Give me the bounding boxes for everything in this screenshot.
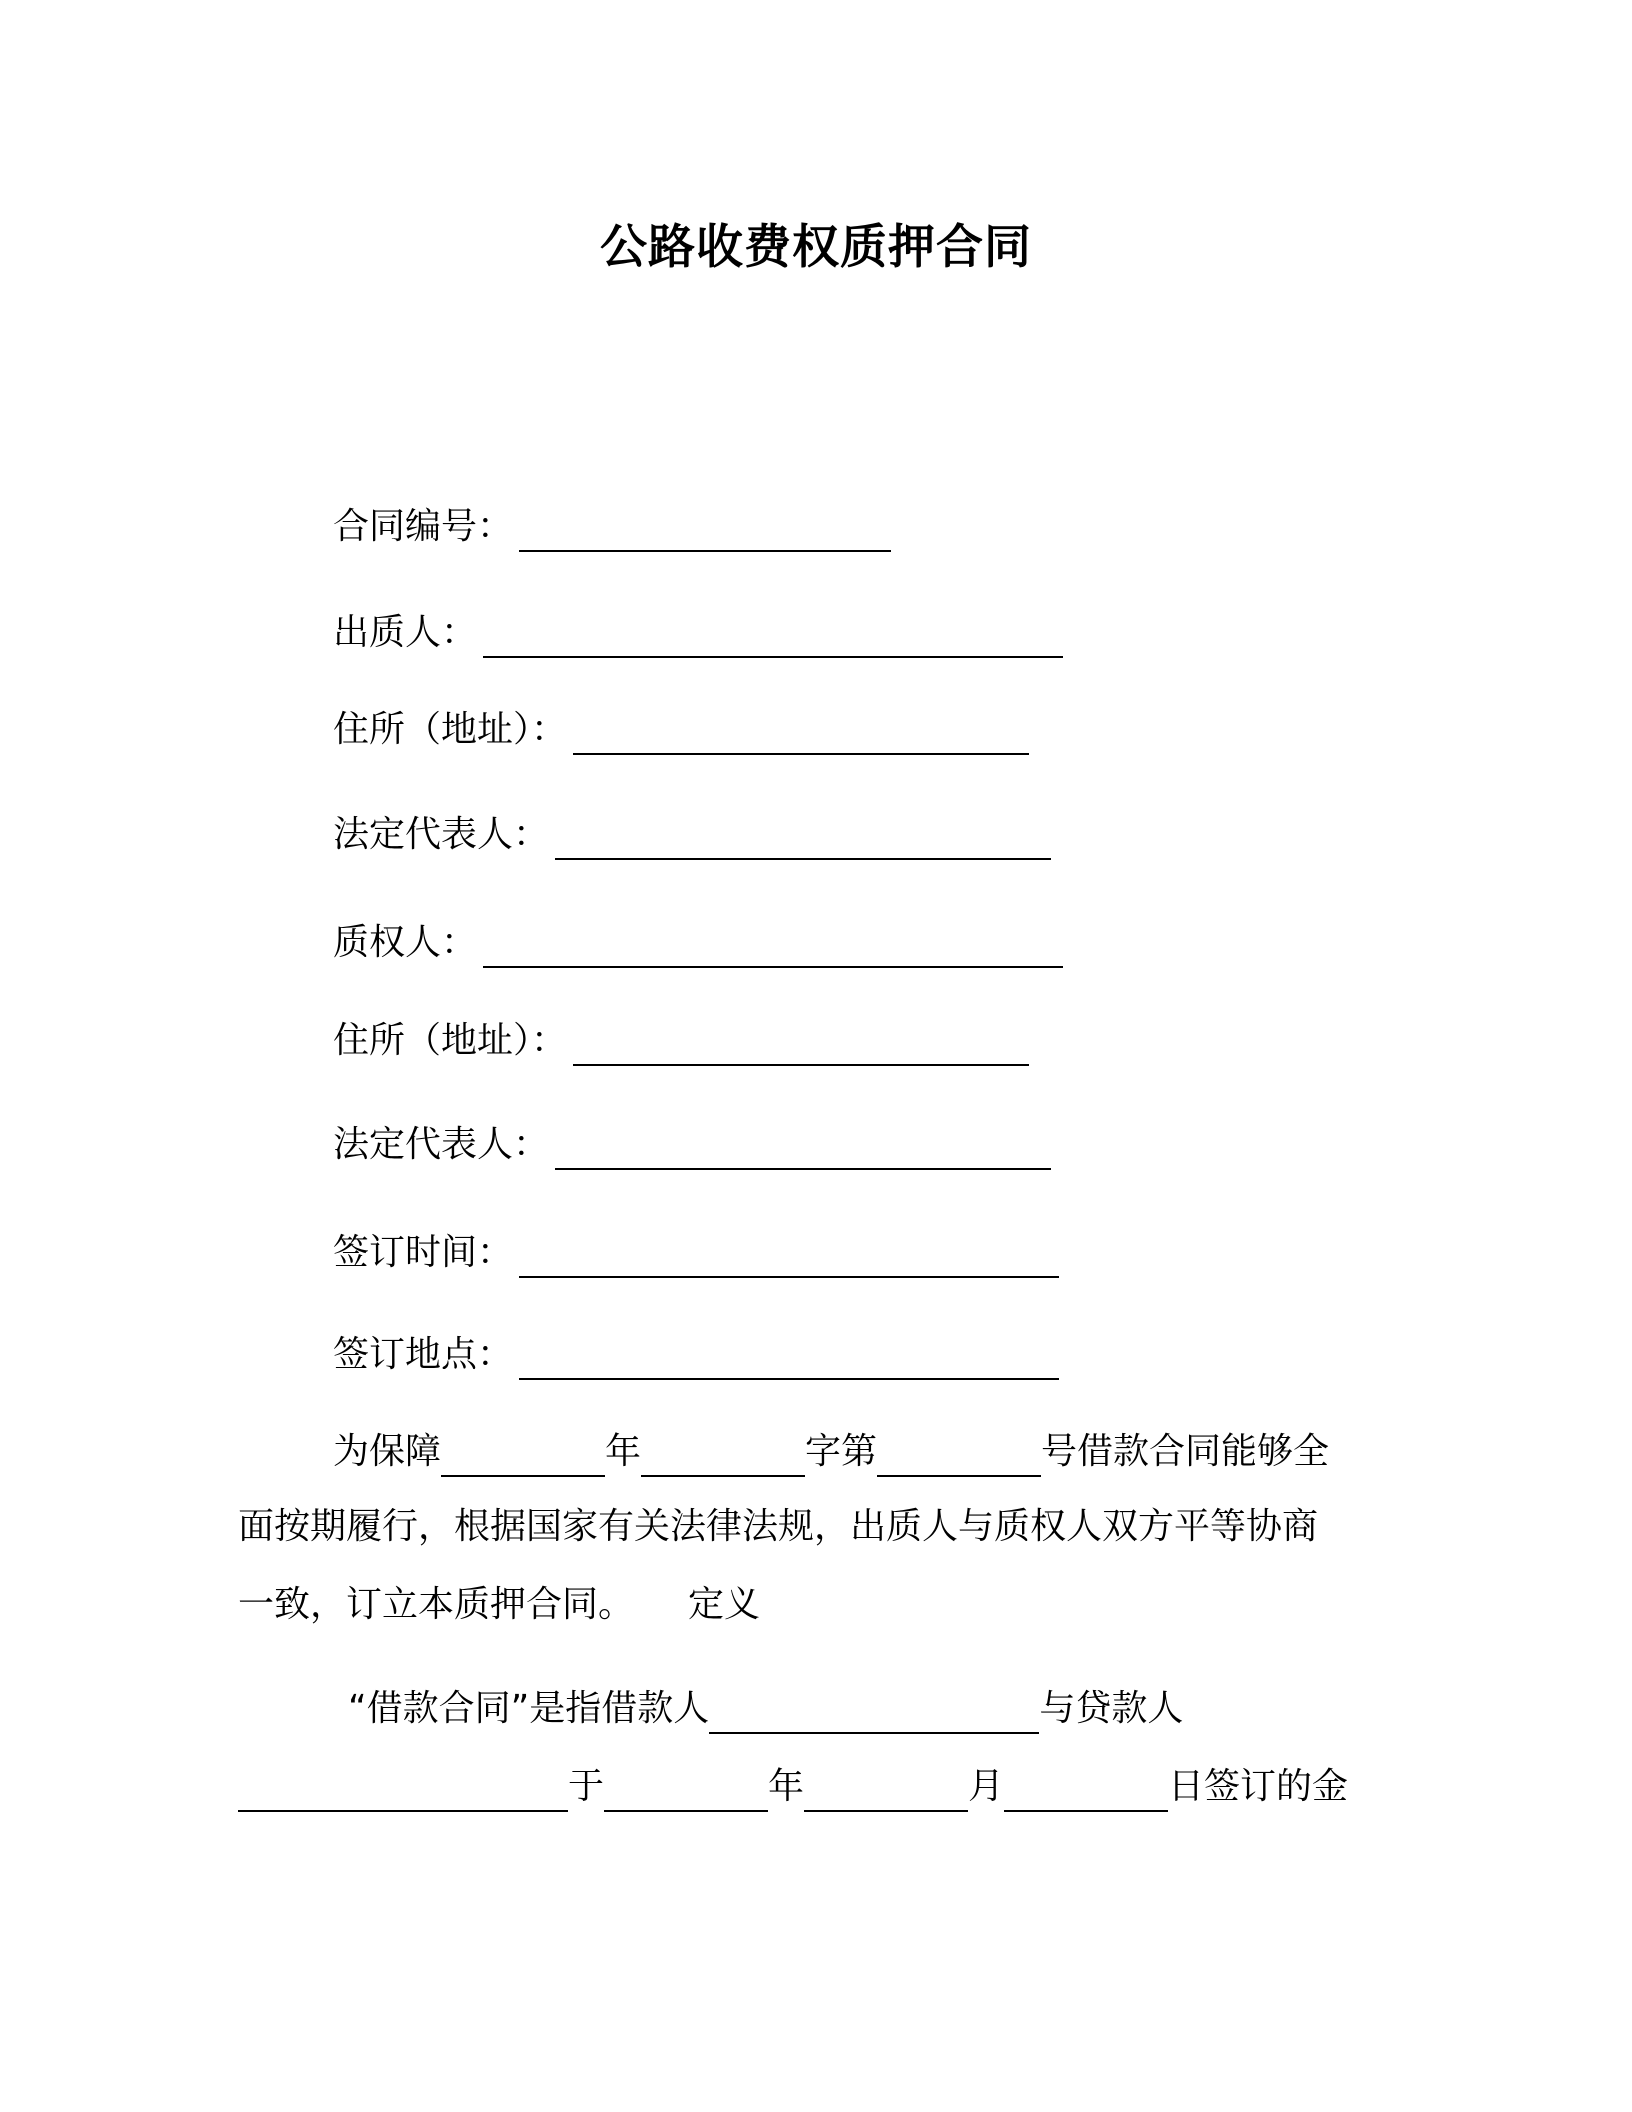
field-pledgor-legal-rep [333, 810, 1051, 860]
field-label: 出质人： [333, 612, 478, 653]
fill-blank [804, 1772, 968, 1812]
intro-line-1 [333, 1427, 1329, 1477]
fill-blank [641, 1437, 805, 1477]
field-pledgee-legal-rep [333, 1120, 1051, 1170]
field-pledgor-address [333, 705, 1029, 755]
intro-text: 字第 [805, 1431, 878, 1472]
definition-text: 月 [968, 1766, 1005, 1807]
fill-blank [709, 1694, 1039, 1734]
field-label: 住所（地址）： [333, 1020, 568, 1061]
definition-line-2 [238, 1762, 1348, 1812]
intro-text: 年 [605, 1431, 642, 1472]
intro-text: 为保障 [333, 1431, 442, 1472]
fill-blank [573, 715, 1029, 755]
field-pledgee [333, 918, 1063, 968]
fill-blank [555, 820, 1051, 860]
field-label: 签订地点： [333, 1334, 514, 1375]
field-label: 法定代表人： [333, 814, 550, 855]
definition-text: 与贷款人 [1039, 1688, 1184, 1729]
definition-text: “借款合同”是指借款人 [348, 1688, 710, 1729]
definition-text: 年 [768, 1766, 805, 1807]
field-pledgor [333, 608, 1063, 658]
document-title: 公路收费权质押合同 [600, 220, 1032, 275]
definition-text: 于 [568, 1766, 605, 1807]
intro-text: 面按期履行，根据国家有关法律法规，出质人与质权人双方平等协商 [238, 1506, 1319, 1547]
fill-blank [1004, 1772, 1168, 1812]
definition-text: 日签订的金 [1168, 1766, 1349, 1807]
fill-blank [519, 1238, 1059, 1278]
field-label: 法定代表人： [333, 1124, 550, 1165]
field-pledgee-address [333, 1016, 1029, 1066]
field-label: 住所（地址）： [333, 709, 568, 750]
fill-blank [877, 1437, 1041, 1477]
section-heading-definition: 定义 [688, 1584, 761, 1625]
definition-line-1 [348, 1684, 1183, 1734]
field-contract-number [333, 502, 891, 552]
fill-blank [519, 1340, 1059, 1380]
intro-line-3 [238, 1580, 760, 1630]
fill-blank [519, 512, 891, 552]
fill-blank [441, 1437, 605, 1477]
field-label: 质权人： [333, 922, 478, 963]
fill-blank [555, 1130, 1051, 1170]
intro-text: 号借款合同能够全 [1041, 1431, 1330, 1472]
field-label: 签订时间： [333, 1232, 514, 1273]
field-label: 合同编号： [333, 506, 514, 547]
intro-line-2 [238, 1502, 1318, 1552]
fill-blank [573, 1026, 1029, 1066]
fill-blank [604, 1772, 768, 1812]
field-signing-date [333, 1228, 1059, 1278]
intro-text: 一致，订立本质押合同。 [238, 1584, 635, 1625]
fill-blank [483, 618, 1063, 658]
field-signing-place [333, 1330, 1059, 1380]
fill-blank [238, 1772, 568, 1812]
fill-blank [483, 928, 1063, 968]
